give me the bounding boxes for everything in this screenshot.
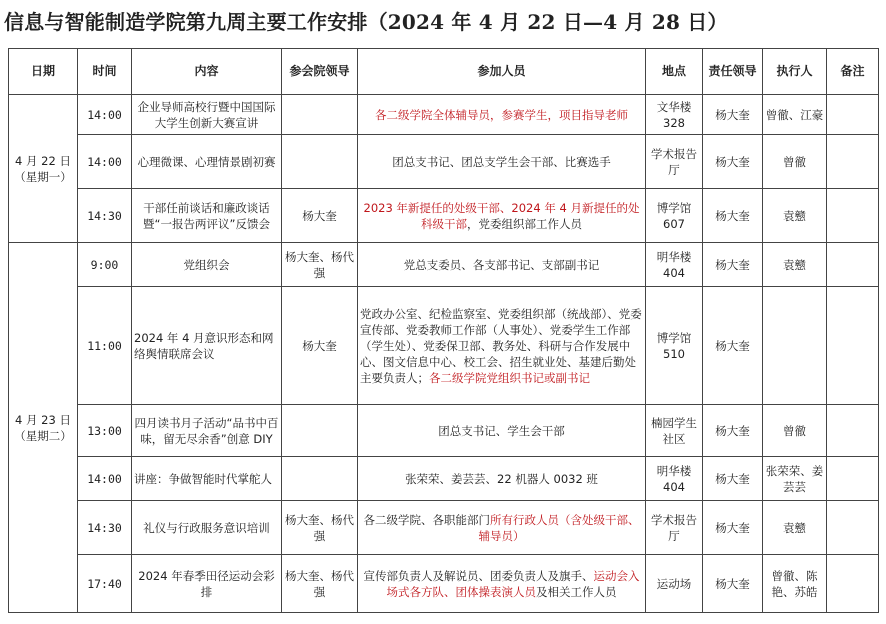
responsible-cell: 杨大奎: [703, 405, 763, 457]
table-row: [9, 135, 879, 189]
table-row: [9, 457, 879, 501]
header-time: 时间: [78, 49, 132, 95]
location-cell: 明华楼 404: [646, 243, 703, 287]
time-cell: 17:40: [78, 555, 132, 613]
note-cell: [827, 189, 879, 243]
time-cell: 14:30: [78, 189, 132, 243]
note-cell: [827, 457, 879, 501]
note-cell: [827, 95, 879, 135]
time-cell: 14:00: [78, 95, 132, 135]
participants-cell: [358, 287, 646, 405]
location-cell: 明华楼 404: [646, 457, 703, 501]
leaders-cell: 杨大奎、杨代强: [282, 243, 358, 287]
participants-cell: [358, 189, 646, 243]
note-cell: [827, 555, 879, 613]
leaders-cell: 杨大奎: [282, 287, 358, 405]
time-cell: 13:00: [78, 405, 132, 457]
responsible-cell: 杨大奎: [703, 501, 763, 555]
participants-cell: [358, 243, 646, 287]
leaders-cell: 杨大奎、杨代强: [282, 501, 358, 555]
date-cell: [9, 95, 78, 243]
participants-highlight: 2023 年新提任的处级干部、2024 年 4 月新提任的处科级干部: [363, 200, 640, 231]
header-executor: 执行人: [763, 49, 827, 95]
table-row: [9, 405, 879, 457]
executor-cell: 袁戆: [763, 189, 827, 243]
header-row: [9, 49, 879, 95]
participants-text: 张荣荣、姜芸芸、22 机器人 0032 班: [405, 471, 598, 486]
weekday-label: （星期二）: [14, 428, 72, 443]
participants-text: 团总支书记、学生会干部: [438, 423, 565, 438]
location-cell: 博学馆 607: [646, 189, 703, 243]
participants-cell: [358, 501, 646, 555]
weekday-label: （星期一）: [14, 169, 72, 184]
participants-cell: [358, 457, 646, 501]
executor-cell: 袁戆: [763, 243, 827, 287]
location-cell: 文华楼 328: [646, 95, 703, 135]
responsible-cell: 杨大奎: [703, 243, 763, 287]
location-cell: 楠园学生社区: [646, 405, 703, 457]
time-cell: 14:30: [78, 501, 132, 555]
content-cell: 讲座：争做智能时代掌舵人: [132, 457, 282, 501]
participants-text: 团总支书记、团总支学生会干部、比赛选手: [392, 154, 611, 169]
participants-highlight: 所有行政人员（含处级干部、辅导员）: [478, 512, 640, 543]
location-cell: 运动场: [646, 555, 703, 613]
participants-cell: [358, 95, 646, 135]
leaders-cell: [282, 457, 358, 501]
content-cell: 企业导师高校行暨中国国际大学生创新大赛宣讲: [132, 95, 282, 135]
table-row: [9, 189, 879, 243]
responsible-cell: 杨大奎: [703, 95, 763, 135]
participants-text: 各二级学院、各职能部门: [363, 512, 490, 527]
content-cell: 干部任前谈话和廉政谈话暨“一报告两评议”反馈会: [132, 189, 282, 243]
participants-tail: ，党委组织部工作人员: [467, 216, 582, 231]
participants-cell: [358, 135, 646, 189]
header-responsible: 责任领导: [703, 49, 763, 95]
executor-cell: 曾徹: [763, 405, 827, 457]
participants-highlight: 运动会入场式各方队、团体操表演人员: [386, 568, 640, 599]
header-note: 备注: [827, 49, 879, 95]
responsible-cell: 杨大奎: [703, 457, 763, 501]
responsible-cell: 杨大奎: [703, 555, 763, 613]
executor-cell: 张荣荣、姜芸芸: [763, 457, 827, 501]
header-location: 地点: [646, 49, 703, 95]
leaders-cell: 杨大奎: [282, 189, 358, 243]
date-cell: [9, 243, 78, 613]
page-title: 信息与智能制造学院第九周主要工作安排（2024 年 4 月 22 日—4 月 28 日）: [4, 10, 728, 34]
participants-highlight: 各二级学院党组织书记或副书记: [429, 370, 590, 385]
table-row: [9, 555, 879, 613]
table-row: [9, 287, 879, 405]
location-cell: 学术报告厅: [646, 135, 703, 189]
note-cell: [827, 287, 879, 405]
note-cell: [827, 243, 879, 287]
responsible-cell: 杨大奎: [703, 189, 763, 243]
date-label: 4 月 23 日: [15, 412, 71, 427]
participants-highlight: 各二级学院全体辅导员，参赛学生，项目指导老师: [375, 107, 628, 122]
participants-tail: 及相关工作人员: [536, 584, 617, 599]
time-cell: 11:00: [78, 287, 132, 405]
header-leaders: 参会院领导: [282, 49, 358, 95]
note-cell: [827, 135, 879, 189]
responsible-cell: 杨大奎: [703, 287, 763, 405]
time-cell: 9:00: [78, 243, 132, 287]
executor-cell: 曾徹: [763, 135, 827, 189]
note-cell: [827, 501, 879, 555]
leaders-cell: [282, 135, 358, 189]
header-date: 日期: [9, 49, 78, 95]
participants-text: 宣传部负责人及解说员、团委负责人及旗手、: [363, 568, 594, 583]
executor-cell: 曾徹、江豪: [763, 95, 827, 135]
participants-text: 党总支委员、各支部书记、支部副书记: [403, 257, 600, 272]
content-cell: 四月读书月子活动“品书中百味，留无尽余香”创意 DIY: [132, 405, 282, 457]
note-cell: [827, 405, 879, 457]
leaders-cell: [282, 405, 358, 457]
content-cell: 2024 年春季田径运动会彩排: [132, 555, 282, 613]
responsible-cell: 杨大奎: [703, 135, 763, 189]
header-content: 内容: [132, 49, 282, 95]
time-cell: 14:00: [78, 135, 132, 189]
executor-cell: [763, 287, 827, 405]
executor-cell: 曾徹、陈艳、苏皓: [763, 555, 827, 613]
participants-text: 党政办公室、纪检监察室、党委组织部（统战部）、党委宣传部、党委教师工作部（人事处）、党委学生工作部（学生处）、党委保卫部、教务处、科研与合作发展中心、图文信息中心、校工会、招生就业处、基建后勤处主要负责人；: [360, 306, 642, 385]
table-row: [9, 243, 879, 287]
executor-cell: 袁戆: [763, 501, 827, 555]
location-cell: 学术报告厅: [646, 501, 703, 555]
table-row: [9, 501, 879, 555]
content-cell: 礼仪与行政服务意识培训: [132, 501, 282, 555]
date-label: 4 月 22 日: [15, 153, 71, 168]
header-participants: 参加人员: [358, 49, 646, 95]
location-cell: 博学馆 510: [646, 287, 703, 405]
leaders-cell: [282, 95, 358, 135]
content-cell: 2024 年 4 月意识形态和网络舆情联席会议: [132, 287, 282, 405]
content-cell: 党组织会: [132, 243, 282, 287]
participants-cell: [358, 555, 646, 613]
leaders-cell: 杨大奎、杨代强: [282, 555, 358, 613]
table-row: [9, 95, 879, 135]
content-cell: 心理微课、心理情景剧初赛: [132, 135, 282, 189]
time-cell: 14:00: [78, 457, 132, 501]
participants-cell: [358, 405, 646, 457]
schedule-table: [8, 48, 879, 613]
